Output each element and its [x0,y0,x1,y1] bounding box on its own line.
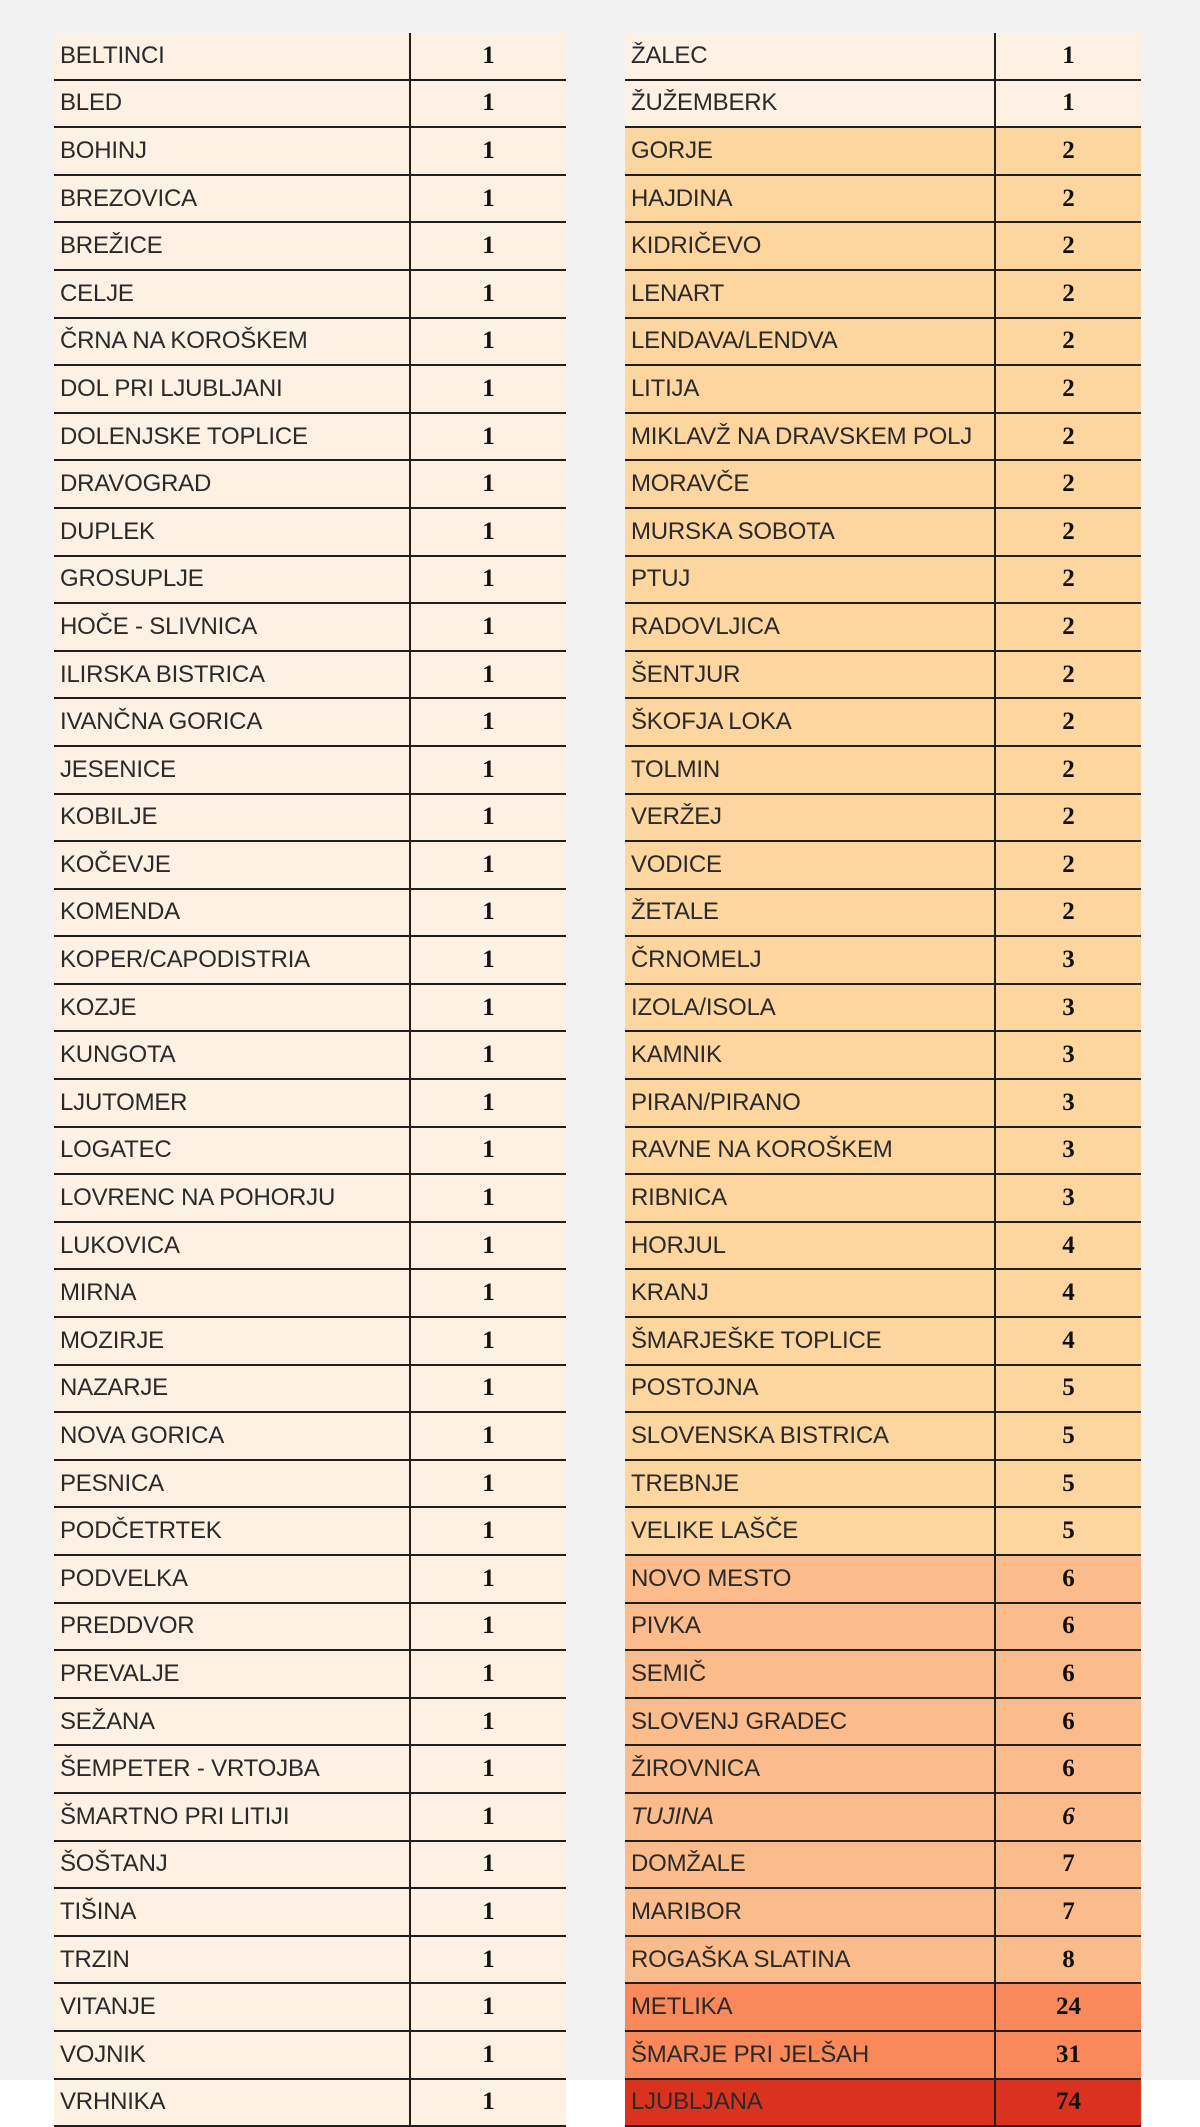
table-row [54,1841,566,1889]
municipality-name: ŠENTJUR [625,651,995,699]
table-row [54,889,566,937]
municipality-count: 5 [995,1507,1141,1555]
table-row [54,1412,566,1460]
municipality-count: 1 [410,1222,566,1270]
table-row [54,127,566,175]
table-row [625,222,1141,270]
municipality-count: 1 [410,1127,566,1175]
municipality-name: ŠKOFJA LOKA [625,698,995,746]
table-row [625,2079,1141,2127]
table-row [54,1936,566,1984]
municipality-count: 1 [410,175,566,223]
municipality-name: NOVO MESTO [625,1555,995,1603]
municipality-count: 8 [995,1936,1141,1984]
table-row [625,1127,1141,1175]
municipality-count: 1 [410,794,566,842]
municipality-count: 1 [410,1460,566,1508]
municipality-name: PIRAN/PIRANO [625,1079,995,1127]
table-row [54,318,566,366]
municipality-name: ROGAŠKA SLATINA [625,1936,995,1984]
table-row [625,33,1141,80]
municipality-name: PODČETRTEK [54,1507,410,1555]
table-row [54,603,566,651]
municipality-count: 2 [995,794,1141,842]
municipality-count: 6 [995,1698,1141,1746]
municipality-name: ČRNOMELJ [625,936,995,984]
table-row [54,80,566,128]
municipality-count: 7 [995,1888,1141,1936]
municipality-name: GORJE [625,127,995,175]
table-row [54,1174,566,1222]
municipality-count: 1 [410,1793,566,1841]
table-row [54,556,566,604]
municipality-name: PREVALJE [54,1650,410,1698]
municipality-count: 1 [410,1936,566,1984]
table-row [54,1222,566,1270]
table-row [54,936,566,984]
table-row [54,222,566,270]
table-row [625,1698,1141,1746]
table-row [625,1222,1141,1270]
municipality-name: BLED [54,80,410,128]
table-row [625,1031,1141,1079]
table-row [625,1793,1141,1841]
table-row [625,936,1141,984]
municipality-name: ŠMARJE PRI JELŠAH [625,2031,995,2079]
table-row [625,1412,1141,1460]
table-row [625,1317,1141,1365]
table-row [54,1888,566,1936]
municipality-count: 2 [995,175,1141,223]
municipality-count: 1 [410,984,566,1032]
municipality-count: 4 [995,1317,1141,1365]
municipality-count: 1 [410,889,566,937]
table-row [54,413,566,461]
municipality-name: ŠOŠTANJ [54,1841,410,1889]
municipality-name: IVANČNA GORICA [54,698,410,746]
municipality-count: 4 [995,1222,1141,1270]
municipality-name: DRAVOGRAD [54,460,410,508]
table-row [625,603,1141,651]
municipality-name: ŽETALE [625,889,995,937]
municipality-name: PESNICA [54,1460,410,1508]
municipality-name: VOJNIK [54,2031,410,2079]
table-row [625,1555,1141,1603]
municipality-name: GROSUPLJE [54,556,410,604]
municipality-name: KAMNIK [625,1031,995,1079]
municipality-count: 3 [995,1031,1141,1079]
municipality-count: 1 [410,80,566,128]
municipality-count: 1 [410,1603,566,1651]
municipality-count: 24 [995,1983,1141,2031]
municipality-name: BELTINCI [54,33,410,80]
table-row [54,460,566,508]
municipality-count: 6 [995,1745,1141,1793]
municipality-count: 5 [995,1460,1141,1508]
table-row [625,318,1141,366]
municipality-count: 7 [995,1841,1141,1889]
municipality-name: RAVNE NA KOROŠKEM [625,1127,995,1175]
municipality-name: ŠMARJEŠKE TOPLICE [625,1317,995,1365]
municipality-count: 1 [410,460,566,508]
municipality-count: 1 [410,1317,566,1365]
municipality-name: CELJE [54,270,410,318]
municipality-name: VITANJE [54,1983,410,2031]
municipality-count: 1 [410,698,566,746]
municipality-name: SLOVENJ GRADEC [625,1698,995,1746]
municipality-name: LJUBLJANA [625,2079,995,2127]
municipality-name: ŽUŽEMBERK [625,80,995,128]
municipality-name: TREBNJE [625,1460,995,1508]
municipality-name: TUJINA [625,1793,995,1841]
municipality-name: ŠEMPETER - VRTOJBA [54,1745,410,1793]
municipality-count: 2 [995,413,1141,461]
municipality-count: 2 [995,222,1141,270]
municipality-count: 3 [995,1079,1141,1127]
table-row [625,698,1141,746]
table-row [54,33,566,80]
municipality-name: RADOVLJICA [625,603,995,651]
municipality-name: KOMENDA [54,889,410,937]
municipality-count: 1 [410,508,566,556]
municipality-name: NOVA GORICA [54,1412,410,1460]
municipality-count: 1 [410,1698,566,1746]
table-row [625,1460,1141,1508]
municipality-count: 6 [995,1650,1141,1698]
table-row [54,1745,566,1793]
municipality-table-right-body [625,33,1141,2126]
municipality-count: 2 [995,365,1141,413]
municipality-count: 2 [995,698,1141,746]
table-row [625,1603,1141,1651]
municipality-name: KOPER/CAPODISTRIA [54,936,410,984]
municipality-table-left [54,33,566,2127]
municipality-name: LUKOVICA [54,1222,410,1270]
municipality-count: 1 [410,2079,566,2127]
municipality-name: BREZOVICA [54,175,410,223]
municipality-count: 1 [410,2031,566,2079]
table-row [54,1793,566,1841]
table-row [625,413,1141,461]
municipality-count: 2 [995,746,1141,794]
municipality-name: VRHNIKA [54,2079,410,2127]
table-row [625,1365,1141,1413]
municipality-name: TOLMIN [625,746,995,794]
municipality-name: MOZIRJE [54,1317,410,1365]
municipality-name: LENART [625,270,995,318]
municipality-count: 1 [410,1888,566,1936]
municipality-name: PTUJ [625,556,995,604]
table-row [625,1745,1141,1793]
municipality-count: 31 [995,2031,1141,2079]
table-row [54,1460,566,1508]
municipality-name: VODICE [625,841,995,889]
municipality-count: 1 [410,365,566,413]
table-row [54,1269,566,1317]
municipality-count: 1 [410,603,566,651]
municipality-count: 2 [995,651,1141,699]
municipality-count: 1 [410,1412,566,1460]
table-row [625,1650,1141,1698]
municipality-name: NAZARJE [54,1365,410,1413]
municipality-count: 2 [995,460,1141,508]
table-row [625,1983,1141,2031]
table-row [625,841,1141,889]
municipality-count: 1 [410,1174,566,1222]
table-row [625,1269,1141,1317]
table-row [625,127,1141,175]
municipality-name: MIKLAVŽ NA DRAVSKEM POLJ [625,413,995,461]
table-row [625,889,1141,937]
municipality-name: DOL PRI LJUBLJANI [54,365,410,413]
municipality-name: POSTOJNA [625,1365,995,1413]
municipality-name: KIDRIČEVO [625,222,995,270]
table-row [54,508,566,556]
municipality-count: 3 [995,1174,1141,1222]
municipality-count: 1 [410,1365,566,1413]
table-row [625,365,1141,413]
municipality-name: KOBILJE [54,794,410,842]
table-row [54,1698,566,1746]
table-row [625,651,1141,699]
municipality-name: SLOVENSKA BISTRICA [625,1412,995,1460]
municipality-count: 1 [410,1745,566,1793]
municipality-count: 1 [410,413,566,461]
municipality-name: MARIBOR [625,1888,995,1936]
municipality-count: 2 [995,508,1141,556]
municipality-count: 6 [995,1555,1141,1603]
municipality-name: KOČEVJE [54,841,410,889]
municipality-name: LENDAVA/LENDVA [625,318,995,366]
table-row [54,1031,566,1079]
municipality-name: DUPLEK [54,508,410,556]
municipality-count: 2 [995,270,1141,318]
table-row [625,175,1141,223]
municipality-count: 6 [995,1603,1141,1651]
municipality-name: ŽIROVNICA [625,1745,995,1793]
municipality-name: HOČE - SLIVNICA [54,603,410,651]
municipality-count: 2 [995,127,1141,175]
municipality-count: 1 [410,1983,566,2031]
table-row [54,2079,566,2127]
municipality-name: JESENICE [54,746,410,794]
municipality-count: 2 [995,889,1141,937]
municipality-count: 5 [995,1412,1141,1460]
municipality-count: 1 [410,1507,566,1555]
municipality-name: LOGATEC [54,1127,410,1175]
table-row [625,2031,1141,2079]
table-row [625,1841,1141,1889]
table-row [54,2031,566,2079]
municipality-name: HORJUL [625,1222,995,1270]
municipality-name: KRANJ [625,1269,995,1317]
municipality-name: PODVELKA [54,1555,410,1603]
municipality-name: MURSKA SOBOTA [625,508,995,556]
municipality-name: DOMŽALE [625,1841,995,1889]
municipality-count: 1 [410,1555,566,1603]
municipality-name: LJUTOMER [54,1079,410,1127]
municipality-count: 74 [995,2079,1141,2127]
municipality-name: KOZJE [54,984,410,1032]
table-row [54,1603,566,1651]
municipality-count: 2 [995,318,1141,366]
table-row [54,984,566,1032]
municipality-name: HAJDINA [625,175,995,223]
municipality-name: LOVRENC NA POHORJU [54,1174,410,1222]
municipality-count: 3 [995,936,1141,984]
municipality-count: 1 [410,746,566,794]
table-row [625,1888,1141,1936]
municipality-count: 1 [410,556,566,604]
municipality-name: KUNGOTA [54,1031,410,1079]
municipality-count: 1 [410,841,566,889]
municipality-name: METLIKA [625,1983,995,2031]
municipality-count: 1 [410,33,566,80]
table-row [54,1650,566,1698]
municipality-name: BREŽICE [54,222,410,270]
municipality-name: MIRNA [54,1269,410,1317]
municipality-count: 3 [995,1127,1141,1175]
municipality-name: LITIJA [625,365,995,413]
table-row [54,270,566,318]
municipality-table-left-body [54,33,566,2126]
table-row [625,1079,1141,1127]
municipality-name: VERŽEJ [625,794,995,842]
municipality-name: MORAVČE [625,460,995,508]
municipality-name: SEŽANA [54,1698,410,1746]
municipality-count: 1 [410,651,566,699]
municipality-name: RIBNICA [625,1174,995,1222]
table-row [54,1079,566,1127]
municipality-name: VELIKE LAŠČE [625,1507,995,1555]
municipality-count: 1 [410,270,566,318]
municipality-name: BOHINJ [54,127,410,175]
municipality-name: ŽALEC [625,33,995,80]
table-row [625,508,1141,556]
municipality-name: ČRNA NA KOROŠKEM [54,318,410,366]
table-row [54,698,566,746]
municipality-count: 1 [410,222,566,270]
municipality-count: 2 [995,841,1141,889]
municipality-name: DOLENJSKE TOPLICE [54,413,410,461]
municipality-name: IZOLA/ISOLA [625,984,995,1032]
table-row [625,80,1141,128]
table-row [54,651,566,699]
municipality-count: 1 [410,1079,566,1127]
table-row [625,794,1141,842]
municipality-count: 4 [995,1269,1141,1317]
municipality-count: 1 [410,127,566,175]
municipality-count: 1 [410,1269,566,1317]
municipality-count: 1 [410,318,566,366]
municipality-name: SEMIČ [625,1650,995,1698]
municipality-count: 1 [410,1031,566,1079]
table-row [54,841,566,889]
municipality-count: 1 [995,80,1141,128]
table-row [54,1127,566,1175]
municipality-count: 1 [410,1841,566,1889]
table-row [625,1936,1141,1984]
municipality-count: 1 [410,936,566,984]
municipality-name: ILIRSKA BISTRICA [54,651,410,699]
table-row [54,175,566,223]
municipality-count: 2 [995,603,1141,651]
table-row [625,556,1141,604]
table-row [54,1555,566,1603]
table-row [625,1507,1141,1555]
municipality-name: ŠMARTNO PRI LITIJI [54,1793,410,1841]
table-row [625,1174,1141,1222]
municipality-count: 3 [995,984,1141,1032]
table-row [54,1983,566,2031]
municipality-count: 1 [410,1650,566,1698]
table-row [625,984,1141,1032]
municipality-name: PIVKA [625,1603,995,1651]
table-row [625,460,1141,508]
municipality-count: 1 [995,33,1141,80]
municipality-count: 2 [995,556,1141,604]
municipality-name: TRZIN [54,1936,410,1984]
table-row [625,746,1141,794]
table-row [54,794,566,842]
table-row [54,1365,566,1413]
table-row [625,270,1141,318]
table-row [54,365,566,413]
table-row [54,746,566,794]
municipality-name: TIŠINA [54,1888,410,1936]
table-row [54,1507,566,1555]
municipality-table-right [625,33,1141,2127]
municipality-name: PREDDVOR [54,1603,410,1651]
table-row [54,1317,566,1365]
municipality-count: 5 [995,1365,1141,1413]
municipality-count: 6 [995,1793,1141,1841]
